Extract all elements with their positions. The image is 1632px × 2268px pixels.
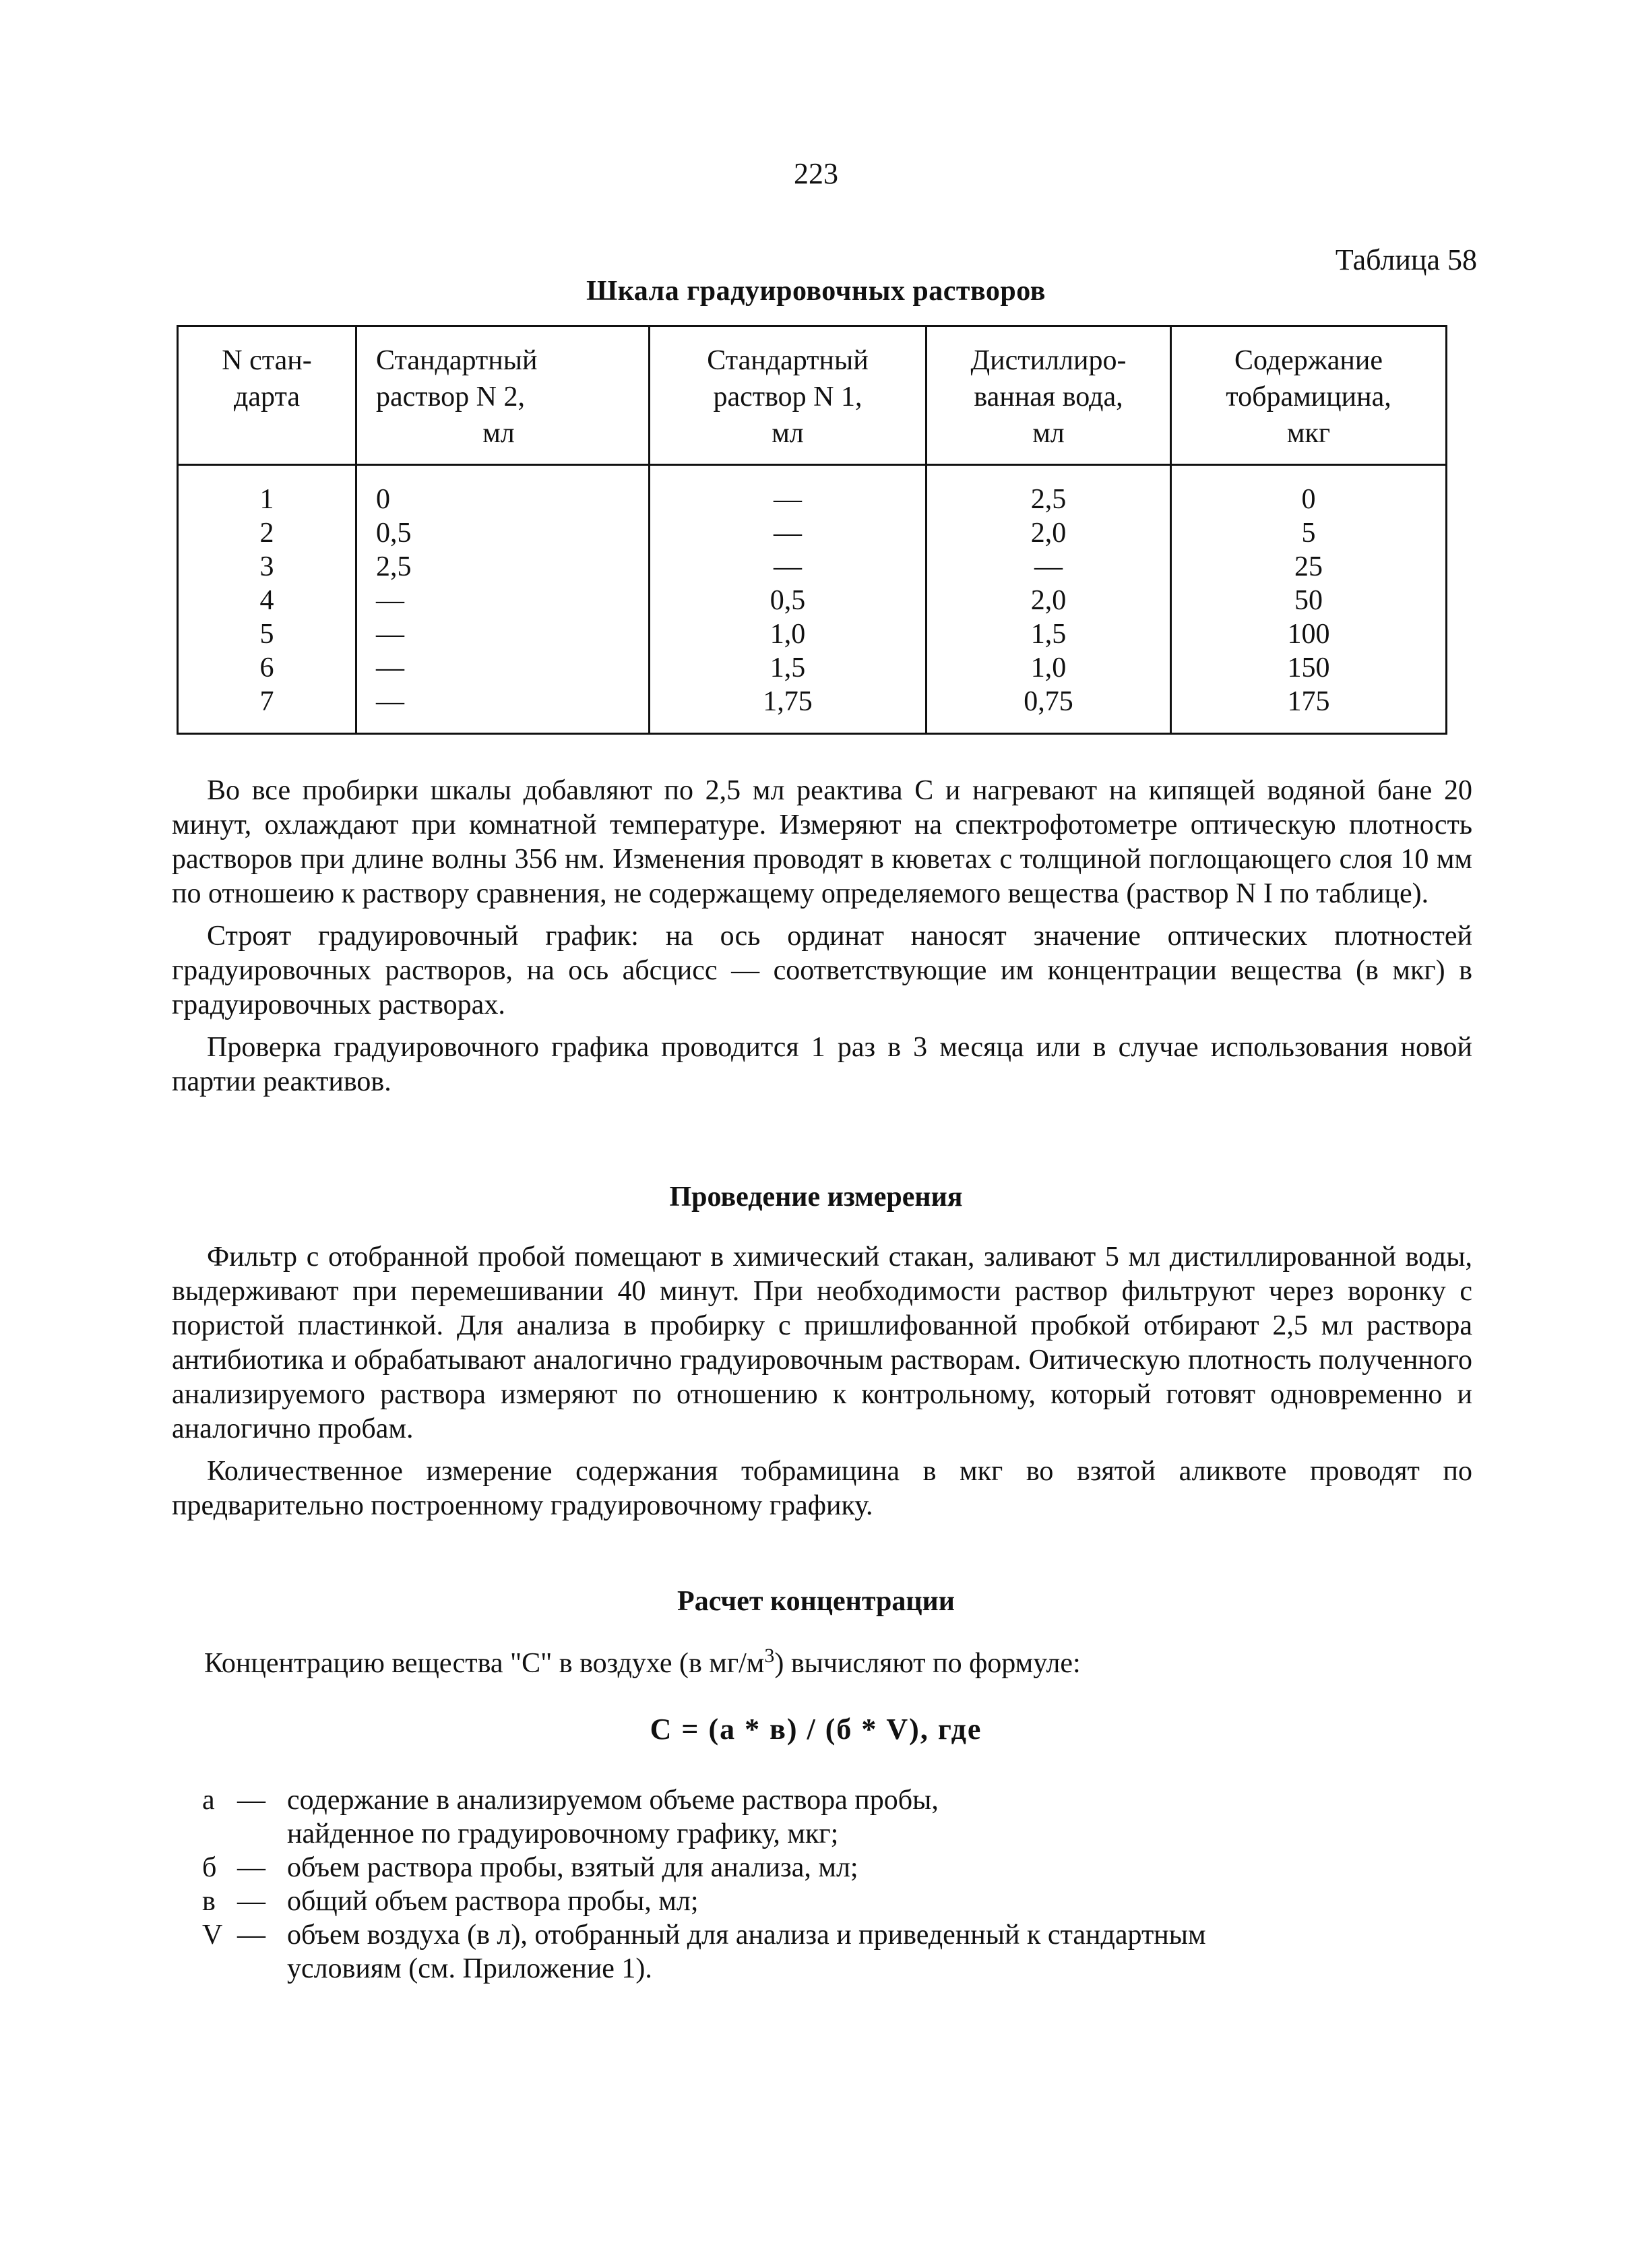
table-row (178, 618, 1447, 652)
header-line: тобрамицина, (1226, 381, 1391, 412)
formula-intro-text: Концентрацию вещества "С" в воздухе (в мг/м (204, 1648, 765, 1679)
table-cell: 1,0 (927, 652, 1171, 685)
legend-symbol (202, 1952, 237, 1986)
formula-intro (204, 1645, 1081, 1680)
table-cell: 150 (1171, 652, 1447, 685)
table-cell: 25 (1171, 551, 1447, 584)
legend-dash: — (237, 1920, 265, 1951)
table-cell: 1,5 (650, 652, 927, 685)
legend-row (202, 1884, 1449, 1918)
table-cell: — (650, 465, 927, 517)
table-row (178, 517, 1447, 551)
legend-symbol: в (202, 1886, 216, 1917)
paragraph: Количественное измерение содержания тобрамицина в мкг во взятой аликвоте проводят по предварительно построенному градуировочному графику. (172, 1456, 1472, 1521)
legend-dash: — (237, 1852, 265, 1883)
table-cell: — (650, 517, 927, 551)
formula-legend (202, 1783, 1449, 1986)
section-heading-measurement: Проведение измерения (669, 1182, 963, 1213)
header-line: раствор N 1, (713, 381, 862, 412)
legend-text: содержание в анализируемом объеме раствора пробы, (287, 1785, 939, 1816)
legend-text: общий объем раствора пробы, мл; (287, 1886, 699, 1917)
table-cell: 1 (178, 465, 356, 517)
table-title: Шкала градуировочных растворов (586, 276, 1046, 307)
legend-text: объем воздуха (в л), отобранный для анализа и приведенный к стандартным (287, 1920, 1206, 1951)
legend-dash (237, 1952, 287, 1986)
table-label: Таблица 58 (1335, 243, 1477, 276)
table-cell: 2,5 (356, 551, 650, 584)
table-cell: 5 (178, 618, 356, 652)
legend-symbol: а (202, 1785, 215, 1816)
measurement-text (172, 1240, 1472, 1523)
legend-text: условиям (см. Приложение 1). (287, 1953, 652, 1984)
table-cell: — (650, 551, 927, 584)
table-row (178, 685, 1447, 733)
table-cell: 0,5 (356, 517, 650, 551)
table-cell: — (356, 685, 650, 733)
table-cell: 0,5 (650, 584, 927, 618)
paragraph: Строят градуировочный график: на ось ординат наносят значение оптических плотностей градуировочных растворов, на ось абсцисс — соответствующие им концентрации вещества (в мкг) в градуировочных растворах. (172, 921, 1472, 1020)
header-line: мл (772, 417, 804, 449)
header-standard-number (178, 326, 356, 465)
legend-row (202, 1817, 1449, 1851)
legend-dash: — (237, 1785, 265, 1816)
table-cell: 50 (1171, 584, 1447, 618)
table-cell: 1,75 (650, 685, 927, 733)
header-line: Стандартный (707, 345, 869, 376)
section-heading-calculation: Расчет концентрации (677, 1586, 955, 1617)
table-cell: 6 (178, 652, 356, 685)
legend-dash: — (237, 1886, 265, 1917)
table-row (178, 465, 1447, 517)
table-cell: 0 (356, 465, 650, 517)
table-cell: — (356, 618, 650, 652)
table-cell: 2,0 (927, 584, 1171, 618)
header-line: дарта (234, 381, 300, 412)
formula-intro-text: ) вычисляют по формуле: (774, 1648, 1081, 1679)
header-line: мл (1032, 417, 1065, 449)
paragraph: Во все пробирки шкалы добавляют по 2,5 мл реактива С и нагревают на кипящей водяной бане 20 минут, охлаждают при комнатной температуре. Измеряют на спектрофотометре оптическую плотность растворов при длине волны 356 нм. Изменения проводят в кюветах с толщиной поглощающего слоя 10 мм по отношеию к раствору сравнения, не содержащему определяемого вещества (раствор N I по таблице). (172, 775, 1472, 909)
legend-symbol: б (202, 1852, 217, 1883)
header-line: мкг (1286, 417, 1331, 449)
table-row (178, 551, 1447, 584)
table-header-row (178, 326, 1447, 465)
table-cell: 100 (1171, 618, 1447, 652)
table-cell: — (927, 551, 1171, 584)
header-distilled-water (927, 326, 1171, 465)
table-cell: 3 (178, 551, 356, 584)
table-cell: 4 (178, 584, 356, 618)
legend-text: найденное по градуировочному графику, мкг; (287, 1818, 839, 1849)
table-cell: 1,0 (650, 618, 927, 652)
table-row (178, 584, 1447, 618)
header-standard-solution-2 (356, 326, 650, 465)
legend-row (202, 1952, 1449, 1986)
table-cell: 7 (178, 685, 356, 733)
header-line: ванная вода, (974, 381, 1123, 412)
legend-symbol (202, 1817, 237, 1851)
legend-dash (237, 1817, 287, 1851)
table-row (178, 652, 1447, 685)
table-cell: 5 (1171, 517, 1447, 551)
concentration-formula: С = (а * в) / (б * V), где (650, 1713, 982, 1746)
table-cell: 2 (178, 517, 356, 551)
table-cell: 0,75 (927, 685, 1171, 733)
table-cell: 2,5 (927, 465, 1171, 517)
header-line: мл (482, 417, 515, 449)
header-standard-solution-1 (650, 326, 927, 465)
legend-row (202, 1783, 1449, 1817)
header-line: Дистиллиро- (970, 345, 1127, 376)
legend-row (202, 1918, 1449, 1952)
page-number: 223 (794, 157, 838, 190)
table-cell: 0 (1171, 465, 1447, 517)
paragraph: Проверка градуировочного графика проводится 1 раз в 3 месяца или в случае использования новой партии реактивов. (172, 1032, 1472, 1097)
header-line: Содержание (1234, 345, 1383, 376)
procedure-text (172, 774, 1472, 1099)
header-line: Стандартный (376, 345, 538, 376)
table-cell: — (356, 584, 650, 618)
legend-text: объем раствора пробы, взятый для анализа, мл; (287, 1852, 858, 1883)
header-tobramycin-content (1171, 326, 1447, 465)
legend-row (202, 1851, 1449, 1884)
superscript: 3 (764, 1645, 775, 1667)
header-line: N стан- (222, 345, 312, 376)
header-line: раствор N 2, (376, 381, 526, 412)
table-cell: 2,0 (927, 517, 1171, 551)
table-cell: 1,5 (927, 618, 1171, 652)
paragraph: Фильтр с отобранной пробой помещают в химический стакан, заливают 5 мл дистиллированной воды, выдерживают при перемешивании 40 минут. При необходимости раствор фильтруют через воронку с пористой пластинкой. Для анализа в пробирку с пришлифованной пробкой отбирают 2,5 мл раствора антибиотика и обрабатывают аналогично градуировочным растворам. Оитическую плотность полученного анализируемого раствора измеряют по отношению к контрольному, который готовят одновременно и аналогично пробам. (172, 1242, 1472, 1444)
legend-symbol: V (202, 1920, 223, 1951)
table-cell: — (356, 652, 650, 685)
calibration-table (177, 325, 1447, 735)
table-cell: 175 (1171, 685, 1447, 733)
